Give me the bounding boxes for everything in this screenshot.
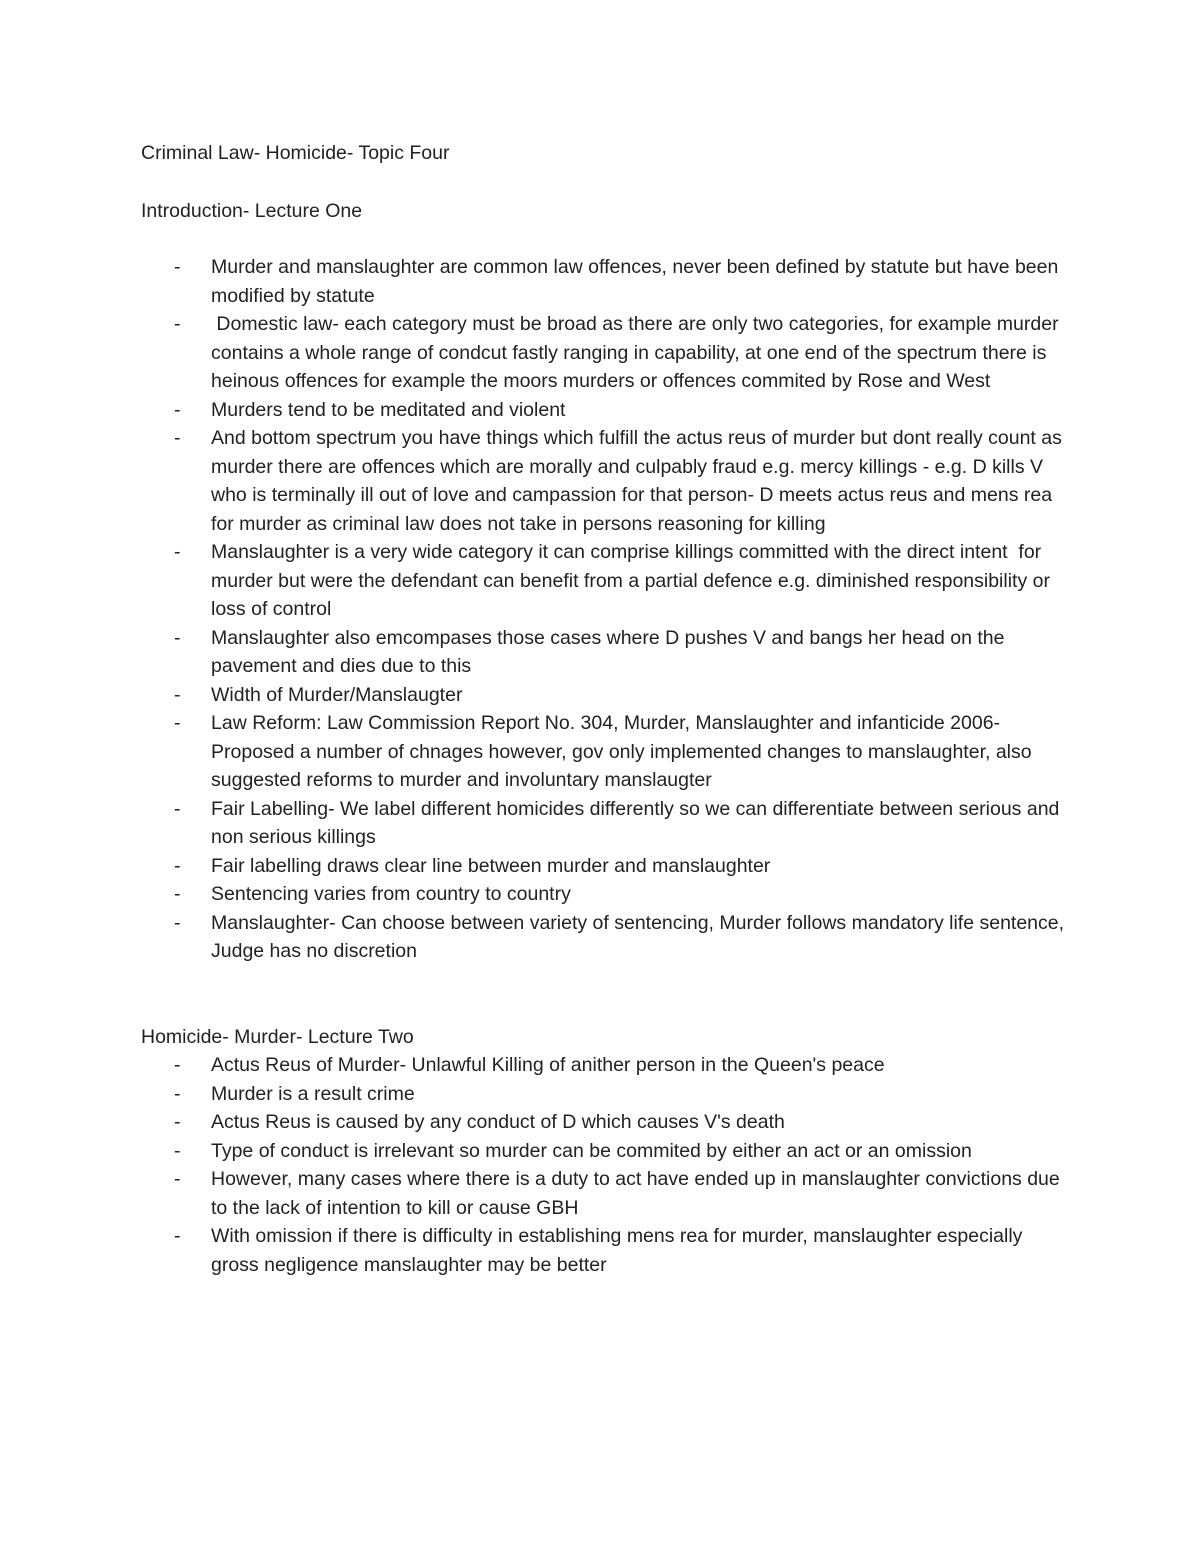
list-item <box>141 1165 1071 1222</box>
list-item <box>141 852 1071 881</box>
list-item-text: Murder is a result crime <box>211 1082 415 1105</box>
document-page <box>141 139 1071 1279</box>
bullet-dash: - <box>174 1082 181 1105</box>
list-item <box>141 681 1071 710</box>
list-item <box>141 1051 1071 1080</box>
list-item-text: Manslaughter also emcompases those cases where D pushes V and bangs her head on the pavement and dies due to this <box>211 626 1005 677</box>
list-item-text: Actus Reus of Murder- Unlawful Killing of anither person in the Queen's peace <box>211 1054 885 1076</box>
list-item-text: Domestic law- each category must be broad as there are only two categories, for example murder contains a whole range of condcut fastly ranging in capability, at one end of the spectrum there is heinous offences for example the moors murders or offences commited by Rose and West <box>211 313 1064 392</box>
list-item <box>141 795 1071 852</box>
list-item <box>141 909 1071 966</box>
list-item-text: Actus Reus is caused by any conduct of D which causes V's death <box>211 1111 785 1133</box>
section-heading-lecture-two: Homicide- Murder- Lecture Two <box>141 1025 414 1048</box>
bullet-dash: - <box>174 1225 181 1247</box>
document-title: Criminal Law- Homicide- Topic Four <box>141 142 450 164</box>
bullet-dash: - <box>174 797 181 820</box>
list-item-text: However, many cases where there is a duty to act have ended up in manslaughter convictions due to the lack of intention to kill or cause GBH <box>211 1168 1060 1219</box>
list-item <box>141 624 1071 681</box>
list-item <box>141 538 1071 624</box>
list-item <box>141 1222 1071 1279</box>
bullet-dash: - <box>174 1111 181 1133</box>
list-item <box>141 709 1071 795</box>
bullet-dash: - <box>174 313 181 335</box>
lecture-two-list <box>141 1051 1071 1279</box>
bullet-dash: - <box>174 541 181 563</box>
list-item <box>141 880 1071 909</box>
list-item-text: Manslaughter is a very wide category it can comprise killings committed with the direct intent for murder but were the defendant can benefit from a partial defence e.g. diminished responsibility or loss of control <box>211 541 1056 620</box>
list-item-text: Fair Labelling- We label different homicides differently so we can differentiate between serious and non serious killings <box>211 797 1060 848</box>
bullet-dash: - <box>174 1139 181 1162</box>
list-item <box>141 253 1071 310</box>
bullet-dash: - <box>174 683 181 706</box>
list-item-text: Sentencing varies from country to country <box>211 883 571 905</box>
list-item-text: Fair labelling draws clear line between murder and manslaughter <box>211 854 771 877</box>
list-item-text: Law Reform: Law Commission Report No. 304, Murder, Manslaughter and infanticide 2006- Proposed a number of chnages however, gov only implemented changes to manslaughter, also suggested reforms to murder and involuntary manslaugter <box>211 712 1032 791</box>
list-item-text: And bottom spectrum you have things which fulfill the actus reus of murder but dont really count as murder there are offences which are morally and culpably fraud e.g. mercy killings - e.g. D kills V who is terminally ill out of love and campassion for that person- D meets actus reus and mens rea for murder as criminal law does not take in persons reasoning for killing <box>211 427 1062 535</box>
list-item <box>141 424 1071 538</box>
bullet-dash: - <box>174 1054 181 1076</box>
bullet-dash: - <box>174 427 181 449</box>
bullet-dash: - <box>174 256 181 278</box>
bullet-dash: - <box>174 626 181 649</box>
list-item-text: Width of Murder/Manslaugter <box>211 683 463 706</box>
list-item-text: Manslaughter- Can choose between variety of sentencing, Murder follows mandatory life sentence, Judge has no discretion <box>211 911 1065 962</box>
list-item <box>141 1137 1071 1166</box>
list-item <box>141 396 1071 425</box>
bullet-dash: - <box>174 1168 181 1190</box>
list-item <box>141 310 1071 396</box>
list-item-text: Type of conduct is irrelevant so murder can be commited by either an act or an omission <box>211 1139 972 1162</box>
list-item-text: Murder and manslaughter are common law offences, never been defined by statute but have been modified by statute <box>211 256 1059 307</box>
list-item-text: With omission if there is difficulty in establishing mens rea for murder, manslaughter especially gross negligence manslaughter may be better <box>211 1225 1023 1276</box>
bullet-dash: - <box>174 398 181 421</box>
bullet-dash: - <box>174 854 181 877</box>
bullet-dash: - <box>174 712 181 734</box>
section-spacer <box>141 966 1071 1023</box>
list-item <box>141 1080 1071 1109</box>
list-item-text: Murders tend to be meditated and violent <box>211 398 566 421</box>
bullet-dash: - <box>174 911 181 934</box>
list-item <box>141 1108 1071 1137</box>
lecture-one-list <box>141 253 1071 966</box>
section-heading-lecture-one: Introduction- Lecture One <box>141 199 363 222</box>
bullet-dash: - <box>174 883 181 905</box>
